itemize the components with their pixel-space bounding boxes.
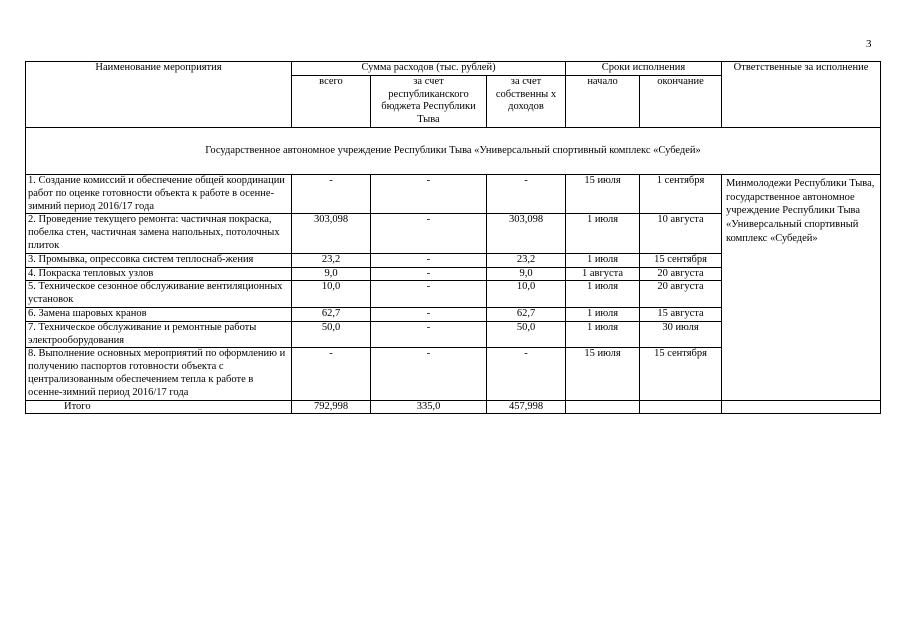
own-amount: - [487,174,566,213]
organization-row [26,127,881,174]
start-date: 1 августа [566,267,640,281]
header-own-income: за счет собственны х доходов [487,75,566,127]
measure-name: 5. Техническое сезонное обслуживание вентиляционных установок [26,281,292,308]
header-row-1 [26,62,881,76]
total-amount: - [292,348,371,400]
totals-row [26,400,881,414]
start-date: 1 июля [566,321,640,348]
total-amount: 50,0 [292,321,371,348]
end-date: 1 сентября [640,174,722,213]
own-amount: 50,0 [487,321,566,348]
total-amount: 10,0 [292,281,371,308]
header-terms: Сроки исполнения [566,62,722,76]
start-date: 15 июля [566,348,640,400]
responsible-parties: Минмолодежи Республики Тыва, государственное автономное учреждение Республики Тыва «Универсальный спортивный комплекс «Субедей» [722,174,881,400]
budget-amount: - [371,174,487,213]
totals-budget: 335,0 [371,400,487,414]
own-amount: 303,098 [487,214,566,253]
budget-amount: - [371,281,487,308]
start-date: 15 июля [566,174,640,213]
totals-start-empty [566,400,640,414]
measure-name: 1. Создание комиссий и обеспечение общей координации работ по оценке готовности объекта к работе в осенне-зимний период 2016/17 года [26,174,292,213]
own-amount: 62,7 [487,307,566,321]
totals-own: 457,998 [487,400,566,414]
total-amount: 9,0 [292,267,371,281]
start-date: 1 июля [566,214,640,253]
measures-table [25,61,881,414]
budget-amount: - [371,321,487,348]
total-amount: - [292,174,371,213]
measure-name: 4. Покраска тепловых узлов [26,267,292,281]
header-start: начало [566,75,640,127]
totals-end-empty [640,400,722,414]
total-amount: 23,2 [292,253,371,267]
header-total: всего [292,75,371,127]
budget-amount: - [371,348,487,400]
page-number: 3 [866,38,872,50]
measure-name: 8. Выполнение основных мероприятий по оформлению и получению паспортов готовности объекта с централизованным обеспечением тепла к работе в осенне-зимний период 2016/17 года [26,348,292,400]
header-republic-budget: за счет республиканского бюджета Республики Тыва [371,75,487,127]
start-date: 1 июля [566,253,640,267]
totals-total: 792,998 [292,400,371,414]
end-date: 15 сентября [640,348,722,400]
end-date: 15 сентября [640,253,722,267]
end-date: 10 августа [640,214,722,253]
own-amount: 9,0 [487,267,566,281]
measure-name: 6. Замена шаровых кранов [26,307,292,321]
budget-amount: - [371,307,487,321]
start-date: 1 июля [566,307,640,321]
end-date: 30 июля [640,321,722,348]
totals-label: Итого [26,400,292,414]
budget-amount: - [371,214,487,253]
table-row [26,174,881,213]
header-name: Наименование мероприятия [26,62,292,128]
own-amount: 23,2 [487,253,566,267]
end-date: 20 августа [640,267,722,281]
total-amount: 303,098 [292,214,371,253]
budget-amount: - [371,267,487,281]
own-amount: - [487,348,566,400]
header-end: окончание [640,75,722,127]
measure-name: 3. Промывка, опрессовка систем теплоснаб-жения [26,253,292,267]
header-responsible: Ответственные за исполнение [722,62,881,128]
measure-name: 7. Техническое обслуживание и ремонтные работы электрооборудования [26,321,292,348]
measure-name: 2. Проведение текущего ремонта: частичная покраска, побелка стен, частичная замена напольных, потолочных плиток [26,214,292,253]
total-amount: 62,7 [292,307,371,321]
header-expenses: Сумма расходов (тыс. рублей) [292,62,566,76]
organization-title: Государственное автономное учреждение Республики Тыва «Универсальный спортивный комплекс «Субедей» [26,127,881,174]
end-date: 15 августа [640,307,722,321]
totals-responsible-empty [722,400,881,414]
start-date: 1 июля [566,281,640,308]
end-date: 20 августа [640,281,722,308]
own-amount: 10,0 [487,281,566,308]
budget-amount: - [371,253,487,267]
